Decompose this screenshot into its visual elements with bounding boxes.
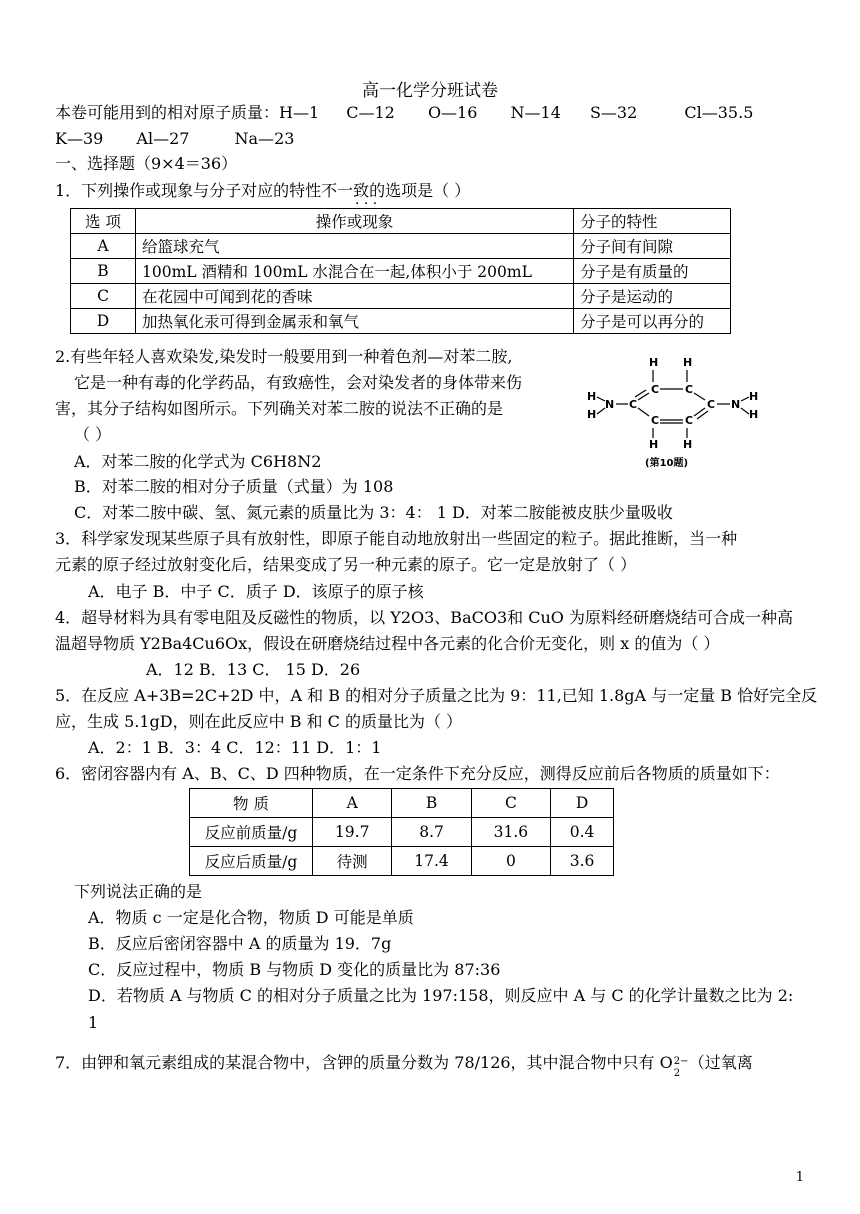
table-cell: 分子是可以再分的	[574, 309, 731, 334]
q1-table	[70, 208, 731, 334]
table-row	[71, 284, 731, 309]
svg-text:H: H	[749, 408, 759, 421]
page-number: 1	[795, 1170, 804, 1185]
q6-option-d: D．若物质 A 与物质 C 的相对分子质量之比为 197:158，则反应中 A 与 C 的化学计量数之比为 2:	[88, 986, 794, 1005]
q7-line-1	[55, 1052, 753, 1079]
q5-line-1: 5．在反应 A+3B=2C+2D 中，A 和 B 的相对分子质量之比为 9：11,已知 1.8gA 与一定量 B 恰好完全反	[55, 686, 818, 705]
table-header: C	[471, 789, 550, 818]
mass-cl: Cl—35.5	[684, 103, 754, 122]
svg-text:H: H	[683, 356, 693, 369]
mass-k: K—39	[55, 129, 104, 148]
table-cell: 给篮球充气	[136, 234, 574, 259]
table-cell: 31.6	[471, 818, 550, 847]
table-cell: 0	[471, 847, 550, 876]
svg-text:H: H	[587, 390, 597, 403]
svg-text:H: H	[649, 438, 659, 451]
q3-line-1: 3．科学家发现某些原子具有放射性，即原子能自动地放射出一些固定的粒子。据此推断，当一种	[55, 529, 738, 548]
q6-table	[189, 788, 614, 876]
table-cell: 分子是有质量的	[574, 259, 731, 284]
mass-c: C—12	[346, 103, 395, 122]
table-cell: D	[71, 309, 136, 334]
q6-option-a: A．物质 c 一定是化合物，物质 D 可能是单质	[88, 908, 414, 927]
q4-options: A．12 B．13 C． 15 D．26	[146, 660, 361, 679]
table-header: 选 项	[71, 209, 136, 234]
q5-options: A．2：1 B．3：4 C．12：11 D．1：1	[88, 738, 382, 757]
q7-text-end: （过氧离	[688, 1053, 753, 1072]
q5-line-2: 应，生成 5.1gD，则在此反应中 B 和 C 的质量比为（ ）	[55, 712, 463, 731]
mass-h: 本卷可能用到的相对原子质量：H—1	[55, 103, 320, 122]
q2-option-a: A．对苯二胺的化学式为 C6H8N2	[74, 452, 322, 471]
table-cell: 19.7	[313, 818, 392, 847]
table-cell: 待测	[313, 847, 392, 876]
q2-option-cd: C．对苯二胺中碳、氢、氮元素的质量比为 3：4： 1 D．对苯二胺能被皮肤少量吸收	[74, 503, 673, 522]
q4-line-1: 4．超导材料为具有零电阻及反磁性的物质，以 Y2O3、BaCO3和 CuO 为原料经研磨烧结可合成一种高	[55, 608, 793, 627]
table-header: 分子的特性	[574, 209, 731, 234]
table-cell: 分子间有间隙	[574, 234, 731, 259]
q4-line-2: 温超导物质 Y2Ba4Cu6Ox，假设在研磨烧结过程中各元素的化合价无变化，则 x 的值为（ ）	[55, 634, 720, 653]
svg-text:C: C	[651, 414, 660, 427]
svg-text:C: C	[685, 414, 694, 427]
table-cell: 3.6	[551, 847, 614, 876]
svg-text:C: C	[651, 383, 660, 396]
table-cell: 分子是运动的	[574, 284, 731, 309]
table-row	[190, 847, 614, 876]
svg-text:H: H	[587, 408, 597, 421]
svg-text:C: C	[629, 398, 638, 411]
q6-option-c: C．反应过程中，物质 B 与物质 D 变化的质量比为 87:36	[88, 960, 501, 979]
mass-s: S—32	[589, 103, 638, 122]
table-row	[71, 309, 731, 334]
table-row	[190, 818, 614, 847]
atomic-mass-line-1	[55, 102, 753, 124]
svg-text:N: N	[731, 398, 741, 411]
q6-line-1: 6．密闭容器内有 A、B、C、D 四种物质，在一定条件下充分反应，测得反应前后各物质的质量如下：	[55, 764, 780, 783]
mass-o: O—16	[427, 103, 478, 122]
table-header-row	[71, 209, 731, 234]
table-cell: 17.4	[392, 847, 471, 876]
q2-line-3: 害，其分子结构如图所示。下列确关对苯二胺的说法不正确的是	[55, 399, 504, 418]
table-header: B	[392, 789, 471, 818]
table-cell: A	[71, 234, 136, 259]
table-cell: 0.4	[551, 818, 614, 847]
svg-text:N: N	[605, 398, 615, 411]
q3-options: A．电子 B．中子 C．质子 D．该原子的原子核	[88, 582, 424, 601]
mass-na: Na—23	[234, 129, 295, 148]
svg-text:H: H	[649, 356, 659, 369]
table-header-row	[190, 789, 614, 818]
svg-text:H: H	[749, 390, 759, 403]
p-phenylenediamine-structure-figure	[583, 348, 773, 478]
table-cell: 在花园中可闻到花的香味	[136, 284, 574, 309]
q6-option-d-cont: 1	[88, 1013, 99, 1032]
q7-text: 7．由钾和氧元素组成的某混合物中，含钾的质量分数为 78/126，其中混合物中只有 O	[55, 1053, 673, 1072]
peroxide-charge	[673, 1055, 689, 1079]
table-cell: 加热氧化汞可得到金属汞和氧气	[136, 309, 574, 334]
emphasis-dots: · · ·	[355, 196, 378, 212]
q2-option-b: B．对苯二胺的相对分子质量（式量）为 108	[74, 477, 394, 496]
subscript: 2	[673, 1067, 681, 1079]
mass-al: Al—27	[136, 129, 190, 148]
table-row	[71, 259, 731, 284]
table-header: A	[313, 789, 392, 818]
q2-line-1: 2.有些年轻人喜欢染发,染发时一般要用到一种着色剂—对苯二胺,	[55, 347, 513, 366]
figure-caption: (第10题)	[645, 458, 689, 469]
table-cell: 100mL 酒精和 100mL 水混合在一起,体积小于 200mL	[136, 259, 574, 284]
table-cell: 反应前质量/g	[190, 818, 313, 847]
q3-line-2: 元素的原子经过放射变化后，结果变成了另一种元素的原子。它一定是放射了（ ）	[55, 555, 637, 574]
svg-text:C: C	[707, 398, 716, 411]
q1-stem: 1．下列操作或现象与分子对应的特性不一致的选项是（ ）	[55, 181, 471, 200]
q2-line-4: （ ）	[74, 425, 112, 444]
q6-prompt: 下列说法正确的是	[74, 882, 203, 901]
table-cell: 8.7	[392, 818, 471, 847]
table-header: 操作或现象	[136, 209, 574, 234]
table-row	[71, 234, 731, 259]
atomic-mass-line-2	[55, 128, 294, 150]
table-header: D	[551, 789, 614, 818]
svg-text:H: H	[683, 438, 693, 451]
table-cell: C	[71, 284, 136, 309]
superscript: 2−	[673, 1055, 689, 1067]
mass-n: N—14	[510, 103, 561, 122]
q6-option-b: B．反应后密闭容器中 A 的质量为 19．7g	[88, 934, 392, 953]
section-heading: 一、选择题（9×4＝36）	[55, 154, 238, 173]
q2-line-2: 它是一种有毒的化学药品，有致癌性，会对染发者的身体带来伤	[74, 373, 523, 392]
table-header: 物 质	[190, 789, 313, 818]
page-title: 高一化学分班试卷	[362, 81, 498, 101]
svg-text:C: C	[685, 383, 694, 396]
table-cell: 反应后质量/g	[190, 847, 313, 876]
table-cell: B	[71, 259, 136, 284]
